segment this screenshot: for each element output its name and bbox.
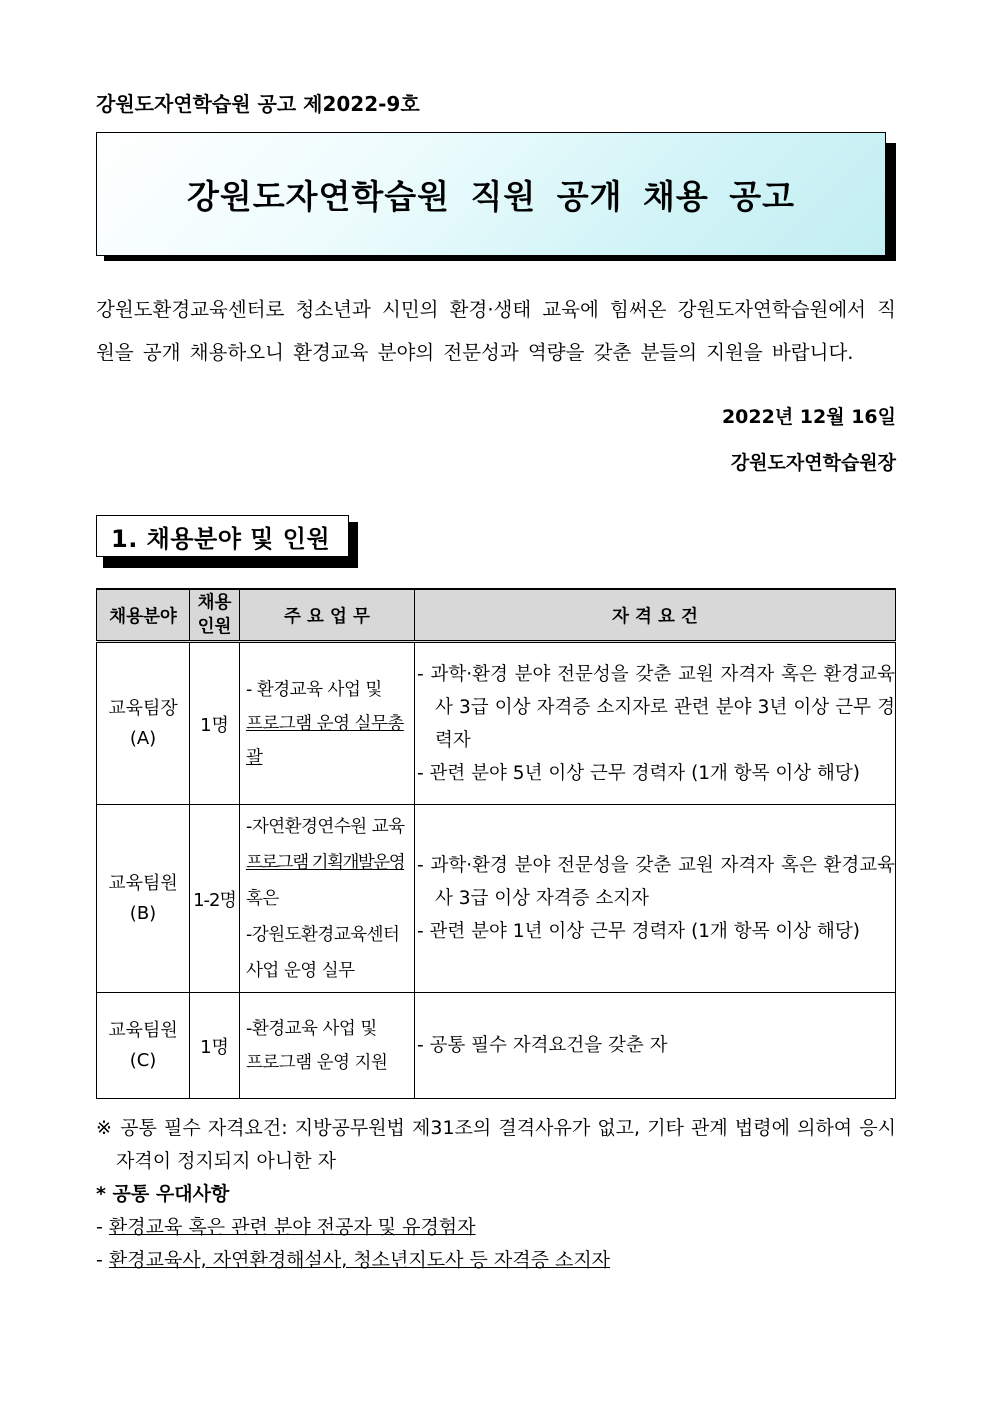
- table-row: [97, 993, 896, 1099]
- duty-line: 프로그램 기획개발운영: [246, 852, 405, 873]
- title-box: [96, 132, 886, 256]
- field-label: 교육팀원 (B): [108, 872, 178, 924]
- duty-line: 프로그램 운영 지원: [246, 1052, 388, 1073]
- requirement-item: - 과학·환경 분야 전문성을 갖춘 교원 자격자 혹은 환경교육사 3급 이상 자격증 소지자로 관련 분야 3년 이상 근무 경력자: [417, 663, 895, 751]
- row-requirements: [415, 805, 896, 993]
- duty-line: - 환경교육 사업 및: [246, 679, 382, 700]
- row-requirements: [415, 642, 896, 805]
- row-duties: [240, 993, 415, 1099]
- common-requirement-note: ※ 공통 필수 자격요건: 지방공무원법 제31조의 결격사유가 없고, 기타 관계 법령에 의하여 응시자격이 정지되지 아니한 자: [96, 1117, 896, 1172]
- section-heading-box: [96, 515, 349, 557]
- duty-line: -강원도환경교육센터: [246, 924, 400, 945]
- row-count: 1명: [190, 993, 240, 1099]
- row-field: [97, 993, 190, 1099]
- field-label: 교육팀장 (A): [108, 697, 178, 749]
- notice-number: 강원도자연학습원 공고 제2022-9호: [96, 92, 420, 116]
- duty-line: -환경교육 사업 및: [246, 1018, 377, 1039]
- header-requirements: 자 격 요 건: [415, 589, 896, 642]
- row-field: [97, 805, 190, 993]
- preference-item: - 환경교육 혹은 관련 분야 전공자 및 유경험자: [96, 1216, 476, 1238]
- notice-date: 2022년 12월 16일: [721, 406, 896, 428]
- duty-line: 프로그램 운영 실무총괄: [246, 713, 404, 768]
- row-count: 1명: [190, 642, 240, 805]
- recruitment-table: [96, 588, 896, 1099]
- section-heading: 1. 채용분야 및 인원: [111, 524, 331, 553]
- requirement-item: - 과학·환경 분야 전문성을 갖춘 교원 자격자 혹은 환경교육사 3급 이상 자격증 소지자: [417, 855, 895, 909]
- header-count-line: 채용: [197, 593, 232, 613]
- preference-heading: * 공통 우대사항: [96, 1183, 230, 1205]
- header-duties: 주 요 업 무: [240, 589, 415, 642]
- duty-line: 혹은: [246, 888, 279, 909]
- requirement-item: - 관련 분야 5년 이상 근무 경력자 (1개 항목 이상 해당): [417, 762, 861, 784]
- duty-line: -자연환경연수원 교육: [246, 816, 405, 837]
- header-count-line: 인원: [197, 617, 232, 637]
- row-requirements: [415, 993, 896, 1099]
- page-title: 강원도자연학습원 직원 공개 채용 공고: [186, 176, 795, 216]
- table-header-row: [97, 589, 896, 642]
- table-row: [97, 642, 896, 805]
- intro-paragraph: 강원도환경교육센터로 청소년과 시민의 환경·생태 교육에 힘써온 강원도자연학습원에서 직원을 공개 채용하오니 환경교육 분야의 전문성과 역량을 갖춘 분들의 지원을 바랍니다.: [96, 298, 896, 364]
- header-field: 채용분야: [97, 589, 190, 642]
- footnotes: [96, 1112, 896, 1277]
- row-field: [97, 642, 190, 805]
- row-duties: [240, 642, 415, 805]
- header-count: [190, 589, 240, 642]
- preference-text: 환경교육사, 자연환경해설사, 청소년지도사 등 자격증 소지자: [108, 1249, 611, 1271]
- row-count: 1-2명: [190, 805, 240, 993]
- requirement-item: - 공통 필수 자격요건을 갖춘 자: [417, 1035, 668, 1056]
- table-row: [97, 805, 896, 993]
- row-duties: [240, 805, 415, 993]
- field-label: 교육팀원 (C): [108, 1019, 178, 1071]
- preference-item: - 환경교육사, 자연환경해설사, 청소년지도사 등 자격증 소지자: [96, 1249, 611, 1271]
- requirement-item: - 관련 분야 1년 이상 근무 경력자 (1개 항목 이상 해당): [417, 921, 861, 942]
- duty-line: 사업 운영 실무: [246, 960, 355, 981]
- issuer-name: 강원도자연학습원장: [730, 452, 896, 474]
- preference-text: 환경교육 혹은 관련 분야 전공자 및 유경험자: [108, 1216, 476, 1238]
